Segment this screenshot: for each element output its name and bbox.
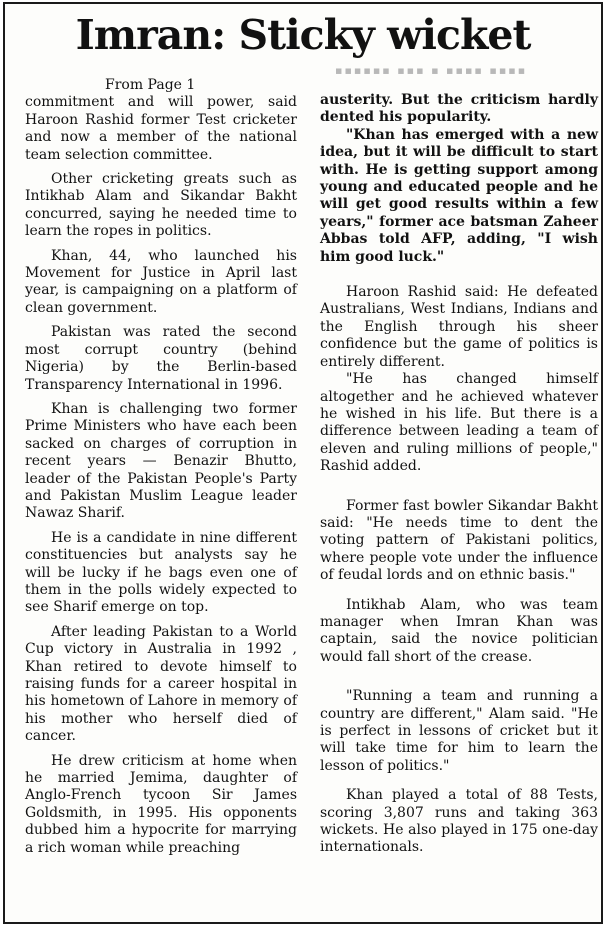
bleed-through-text: ▪▪▪▪▪▪ ▪▪▪ ▪ ▪▪▪▪ ▪▪▪▪ bbox=[335, 64, 528, 77]
article-column-left bbox=[25, 77, 297, 857]
paragraph: Haroon Rashid said: He defeated Australians, West Indians, Indians and the English through his sheer confidence but the game of politics is entirely different. bbox=[320, 284, 598, 370]
paragraph: commitment and will power, said Haroon Rashid former Test cricketer and now a member of the national team selection committee. bbox=[25, 94, 297, 163]
paragraph: austerity. But the criticism hardly dented his popularity. bbox=[320, 92, 598, 126]
paragraph: "Running a team and running a country are different," Alam said. "He is perfect in lessons of cricket but it will take time for him to learn the lesson of politics." bbox=[320, 688, 598, 774]
headline: Imran: Sticky wicket bbox=[75, 11, 531, 59]
paragraph: Former fast bowler Sikandar Bakht said: "He needs time to dent the voting pattern of Pakistani politics, where people vote under the influence of feudal lords and on ethnic basis." bbox=[320, 497, 598, 584]
paragraph: He drew criticism at home when he married Jemima, daughter of Anglo-French tycoon Sir James Goldsmith, in 1995. His opponents dubbed him a hypocrite for marrying a rich woman while preaching bbox=[25, 752, 297, 856]
newspaper-clipping bbox=[3, 2, 603, 924]
paragraph: Pakistan was rated the second most corrupt country (behind Nigeria) by the Berlin-based Transparency International in 1996. bbox=[25, 324, 297, 393]
paragraph: "He has changed himself altogether and he achieved whatever he wished in his life. But there is a difference between leading a team of eleven and ruling millions of people," Rashid added. bbox=[320, 371, 598, 475]
paragraph: Khan played a total of 88 Tests, scoring 3,807 runs and taking 363 wickets. He also played in 175 one-day internationals. bbox=[320, 787, 598, 856]
paragraph: Khan, 44, who launched his Movement for Justice in April last year, is campaigning on a platform of clean government. bbox=[25, 247, 297, 316]
paragraph: "Khan has emerged with a new idea, but it will be difficult to start with. He is getting support among young and educated people and he will get good results within a few years," former ace batsman Zaheer Abbas told AFP, adding, "I wish him good luck." bbox=[320, 126, 598, 265]
paragraph: Intikhab Alam, who was team manager when Imran Khan was captain, said the novice politician would fall short of the crease. bbox=[320, 596, 598, 665]
paragraph: He is a candidate in nine different constituencies but analysts say he will be lucky if he bags even one of them in the polls widely expected to see Sharif emerge on top. bbox=[25, 529, 297, 616]
paragraph: After leading Pakistan to a World Cup victory in Australia in 1992 , Khan retired to devote himself to raising funds for a career hospital in his hometown of Lahore in memory of his mother who herself died of cancer. bbox=[25, 623, 297, 745]
article-column-right bbox=[320, 77, 598, 857]
jump-line: From Page 1 bbox=[105, 77, 196, 93]
paragraph: Other cricketing greats such as Intikhab Alam and Sikandar Bakht concurred, saying he needed time to learn the ropes in politics. bbox=[25, 171, 297, 240]
paragraph: Khan is challenging two former Prime Ministers who have each been sacked on charges of corruption in recent years — Benazir Bhutto, leader of the Pakistan People's Party and Pakistan Muslim League leader Nawaz Sharif. bbox=[25, 400, 297, 522]
